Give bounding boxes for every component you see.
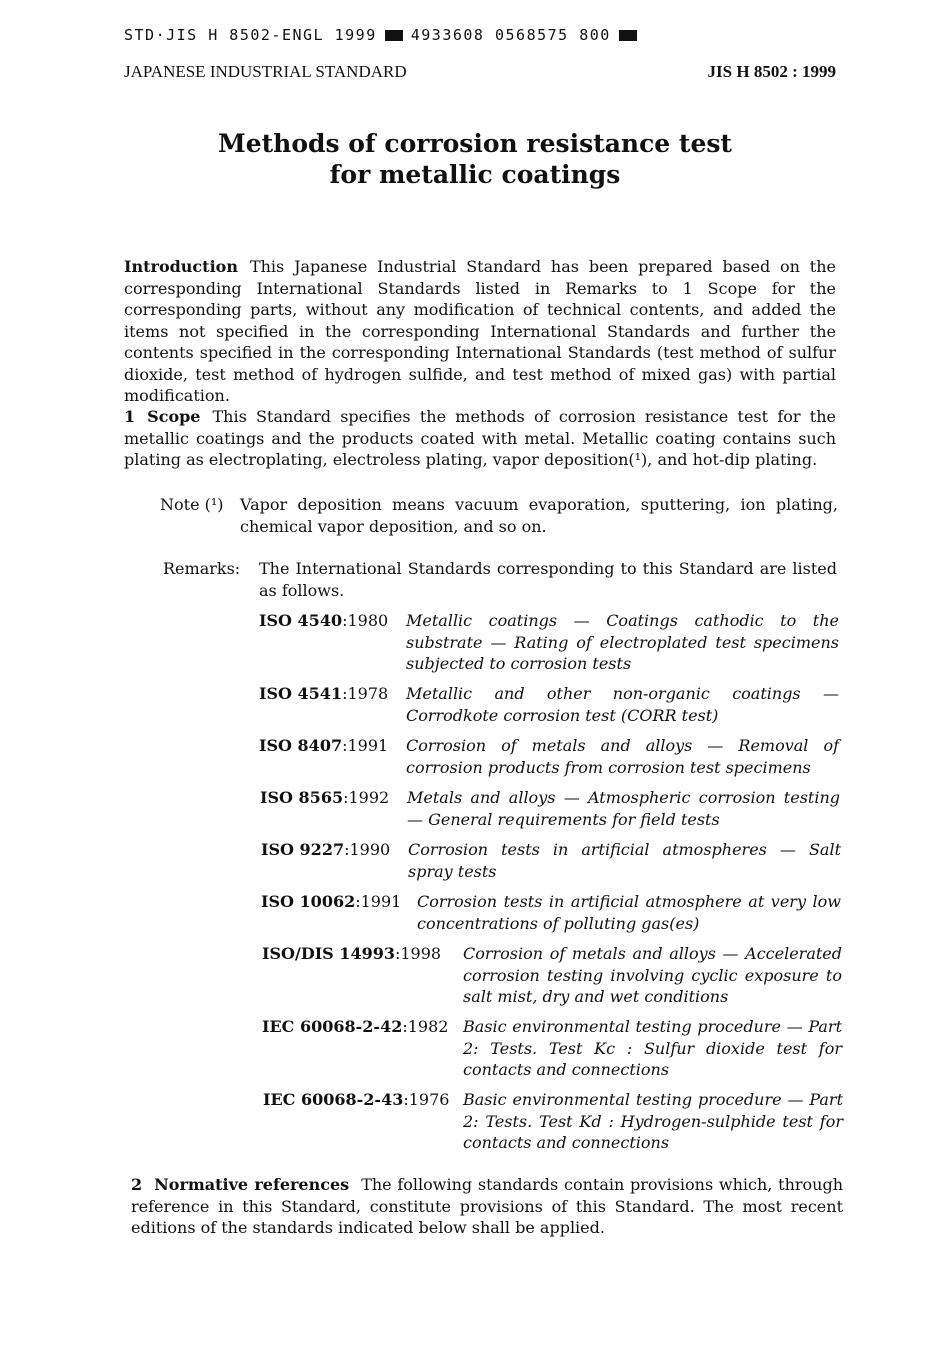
scope-text: This Standard specifies the methods of corrosion resistance test for the metallic coatings and the products coated with metal. Metallic coating contains such plating as electroplating, electroless plating, vapor deposition(¹), and hot-dip plating.: [124, 407, 836, 469]
normref-number: 2: [131, 1175, 143, 1194]
reference-title: Corrosion tests in artificial atmosphere at very low concentrations of polluting gas(es): [417, 892, 841, 933]
std-barcode-number: 4933608 0568575 800: [410, 26, 611, 44]
header-standard-number: JIS H 8502 : 1999: [707, 62, 836, 81]
reference-title: Corrosion of metals and alloys — Removal of corrosion products from corrosion test specimens: [406, 736, 839, 777]
remarks-text: The International Standards corresponding to this Standard are listed as follows.: [259, 559, 837, 600]
reference-title: Metallic coatings — Coatings cathodic to the substrate — Rating of electroplated test specimens subjected to corrosion tests: [406, 611, 839, 673]
std-identifier-line: [124, 26, 645, 44]
reference-title: Metallic and other non-organic coatings — Corrodkote corrosion test (CORR test): [406, 684, 839, 725]
reference-title: Metals and alloys — Atmospheric corrosion testing — General requirements for field tests: [407, 788, 840, 829]
reference-code: IEC 60068-2-43:1976: [263, 1090, 450, 1109]
normref-text: The following standards contain provisions which, through reference in this Standard, constitute provisions of this Standard. The most recent editions of the standards indicated below shall be applied.: [131, 1175, 844, 1237]
reference-title: Basic environmental testing procedure — Part 2: Tests. Test Kc : Sulfur dioxide test for contacts and connections: [463, 1017, 842, 1079]
reference-title: Corrosion tests in artificial atmospheres — Salt spray tests: [408, 840, 841, 881]
reference-code: ISO 4541:1978: [259, 684, 389, 703]
reference-code: ISO 4540:1980: [259, 611, 389, 630]
reference-code: ISO/DIS 14993:1998: [262, 944, 442, 963]
redaction-block: [385, 30, 403, 41]
header-standard-name: JAPANESE INDUSTRIAL STANDARD: [124, 62, 407, 81]
reference-code: ISO 8407:1991: [259, 736, 389, 755]
reference-title: Basic environmental testing procedure — Part 2: Tests. Test Kd : Hydrogen-sulphide test for contacts and connections: [463, 1090, 843, 1152]
std-identifier-text: STD·JIS H 8502-ENGL 1999: [124, 26, 377, 44]
normref-heading: Normative references: [154, 1175, 350, 1194]
scope-paragraph: [124, 406, 836, 471]
introduction-heading: Introduction: [124, 257, 238, 276]
title-line-2: for metallic coatings: [329, 160, 621, 189]
title-line-1: Methods of corrosion resistance test: [218, 129, 732, 158]
page-title: [0, 128, 950, 190]
reference-code: IEC 60068-2-42:1982: [262, 1017, 449, 1036]
scope-heading: Scope: [147, 407, 201, 426]
reference-code: ISO 9227:1990: [261, 840, 391, 859]
reference-title: Corrosion of metals and alloys — Accelerated corrosion testing involving cyclic exposure to salt mist, dry and wet conditions: [463, 944, 842, 1006]
normative-references-paragraph: [131, 1174, 843, 1239]
introduction-text: This Japanese Industrial Standard has been prepared based on the corresponding International Standards listed in Remarks to 1 Scope for the corresponding parts, without any modification of technical contents, and added the items not specified in the corresponding International Standards and further the contents specified in the corresponding International Standards (test method of sulfur dioxide, test method of hydrogen sulfide, and test method of mixed gas) with partial modification.: [124, 257, 836, 405]
reference-code: ISO 8565:1992: [260, 788, 390, 807]
remarks-label: Remarks:: [163, 559, 241, 578]
scope-number: 1: [124, 407, 136, 426]
reference-code: ISO 10062:1991: [261, 892, 402, 911]
note-label: Note (¹): [160, 495, 224, 514]
redaction-block: [619, 30, 637, 41]
note-text: Vapor deposition means vacuum evaporation, sputtering, ion plating, chemical vapor deposition, and so on.: [240, 495, 838, 536]
introduction-paragraph: [124, 256, 836, 407]
